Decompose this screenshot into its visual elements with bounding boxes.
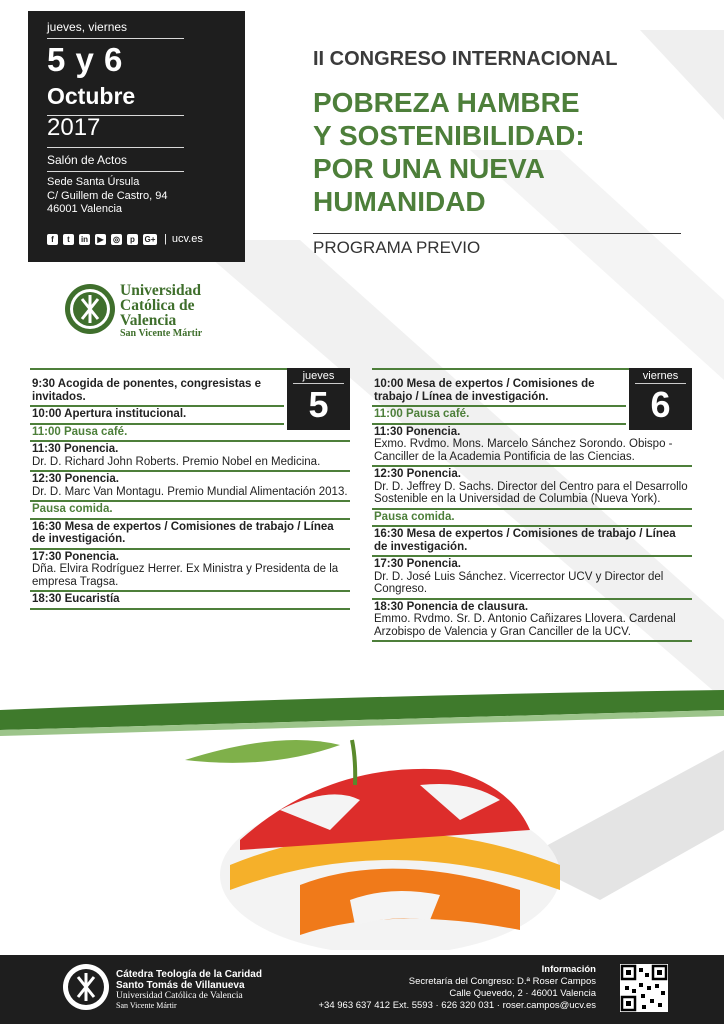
schedule-item [372,557,692,600]
schedule-item-title: 11:00 Pausa café. [374,408,470,420]
footer-university [116,991,243,1011]
address-line: 46001 Valencia [47,203,123,215]
address-line: Sede Santa Úrsula [47,176,140,188]
twitter-icon[interactable]: t [63,234,74,245]
linkedin-icon[interactable]: in [80,234,89,244]
schedule-item-detail: Dr. D. Richard John Roberts. Premio Nobel en Medicina. [32,455,321,468]
schedule-item-title: 10:00 Mesa de expertos / Comisiones de trabajo / Línea de investigación. [374,378,595,403]
schedule-item-title: 12:30 Ponencia. [374,468,461,480]
day-2-badge [629,368,692,430]
footer-university-line: San Vicente Mártir [116,1001,177,1010]
schedule-item-title: 9:30 Acogida de ponentes, congresistas e invitados. [32,378,262,403]
info-title: Información [541,964,596,975]
schedule-item-title: 11:00 Pausa café. [32,425,128,438]
event-address [47,176,167,217]
schedule-item [372,425,692,468]
info-line: Secretaría del Congreso: D.ª Roser Campos [408,976,596,987]
divider [47,147,184,148]
university-name-line: Católica de [120,297,195,314]
divider [47,171,184,172]
schedule-item-title: 11:30 Ponencia. [374,425,461,438]
schedule-item [30,442,350,472]
schedule-item-title: 11:30 Ponencia. [32,443,119,455]
university-logo [64,283,264,343]
separator: | [164,233,167,245]
schedule-item [372,600,692,643]
chair-name-line: Santo Tomás de Villanueva [116,980,245,991]
program-subtitle: PROGRAMA PREVIO [313,238,481,257]
divider [47,38,184,39]
schedule-item [30,520,350,550]
schedule-item-detail: Dr. D. José Luis Sánchez. Vicerrector UCV y Director del Congreso. [374,570,664,595]
event-day-numbers: 5 y 6 [47,41,123,78]
chair-name [116,969,262,991]
schedule-item [30,407,284,425]
schedule-item [372,467,692,510]
university-name [120,283,201,328]
schedule-item-title: 16:30 Mesa de expertos / Comisiones de trabajo / Línea de investigación. [32,520,334,545]
university-tagline: San Vicente Mártir [120,328,203,339]
pinterest-icon[interactable]: p [127,234,138,245]
schedule-item-title: 18:30 Ponencia de clausura. [374,600,529,613]
day-1-label: jueves [302,370,335,382]
schedule-item [372,510,692,528]
event-month: Octubre [47,83,136,109]
schedule-item-title: Pausa comida. [32,503,113,515]
day-2-number: 6 [650,384,671,425]
schedule-item [30,425,350,443]
schedule-item-title: 16:30 Mesa de expertos / Comisiones de trabajo / Línea de investigación. [374,528,676,553]
day-1-badge [287,368,350,430]
chair-name-line: Cátedra Teología de la Caridad [116,969,262,980]
university-name-line: Universidad [120,282,201,299]
event-date-box [28,11,245,262]
schedule-item [30,472,350,502]
schedule-item-title: Pausa comida. [374,510,455,523]
title-divider [313,233,681,234]
qr-code-icon[interactable] [620,964,668,1012]
schedule-item [372,377,626,407]
schedule-item [372,407,626,425]
contact-info [319,964,597,1012]
apple-globe-illustration [0,690,724,950]
schedule-item-title: 18:30 Eucaristía [32,593,120,605]
facebook-icon[interactable]: f [47,234,58,245]
social-links [47,233,203,245]
schedule-item-title: 12:30 Ponencia. [32,473,119,485]
info-line: Calle Quevedo, 2 · 46001 Valencia [449,988,596,999]
schedule-item-detail: Dr. D. Marc Van Montagu. Premio Mundial Alimentación 2013. [32,485,348,498]
event-hall: Salón de Actos [47,153,128,167]
schedule-item-title: 17:30 Ponencia. [374,558,461,570]
footer-university-line: Universidad Católica de Valencia [116,991,243,1001]
event-year: 2017 [47,114,101,141]
day-2-label: viernes [642,370,679,382]
university-seal-icon [64,283,116,335]
chair-seal-icon [62,963,110,1011]
schedule-day-2 [372,368,692,642]
schedule-item-detail: Exmo. Rvdmo. Mons. Marcelo Sánchez Sorondo. Obispo - Canciller de la Academia Pontificia de las Ciencias. [374,438,673,463]
website-link[interactable]: ucv.es [171,233,203,245]
schedule-day-1 [30,368,350,610]
googleplus-icon[interactable]: G+ [144,234,156,244]
info-line: +34 963 637 412 Ext. 5593 · 626 320 031 · roser.campos@ucv.es [318,1000,596,1011]
event-days: jueves, viernes [47,20,128,34]
schedule-item-detail: Dña. Elvira Rodríguez Herrer. Ex Ministra y Presidenta de la empresa Tragsa. [32,563,339,588]
instagram-icon[interactable]: ◎ [111,234,122,245]
address-line: C/ Guillem de Castro, 94 [47,189,168,202]
day-1-number: 5 [308,384,329,425]
title-line: Y SOSTENIBILIDAD: [313,120,585,151]
title-line: POR UNA NUEVA [313,153,545,184]
schedule-item-detail: Dr. D. Jeffrey D. Sachs. Director del Centro para el Desarrollo Sostenible en la Universidad de Columbia (Nueva York). [374,480,688,505]
title-line: HUMANIDAD [313,186,486,217]
footer [0,955,724,1024]
schedule-item [30,502,350,520]
schedule-item [30,377,284,407]
schedule-item [372,527,692,557]
schedule-item [30,550,350,593]
schedule-item [30,592,350,610]
university-name-line: Valencia [120,312,177,329]
main-title [313,86,673,218]
schedule-item-title: 10:00 Apertura institucional. [32,408,187,420]
schedule-item-title: 17:30 Ponencia. [32,550,119,563]
title-line: POBREZA HAMBRE [313,87,580,118]
schedule-item-detail: Emmo. Rvdmo. Sr. D. Antonio Cañizares Llovera. Cardenal Arzobispo de Valencia y Gran Canciller de la UCV. [374,613,676,638]
youtube-icon[interactable]: ▶ [95,234,106,245]
congress-heading: II CONGRESO INTERNACIONAL [313,48,618,70]
